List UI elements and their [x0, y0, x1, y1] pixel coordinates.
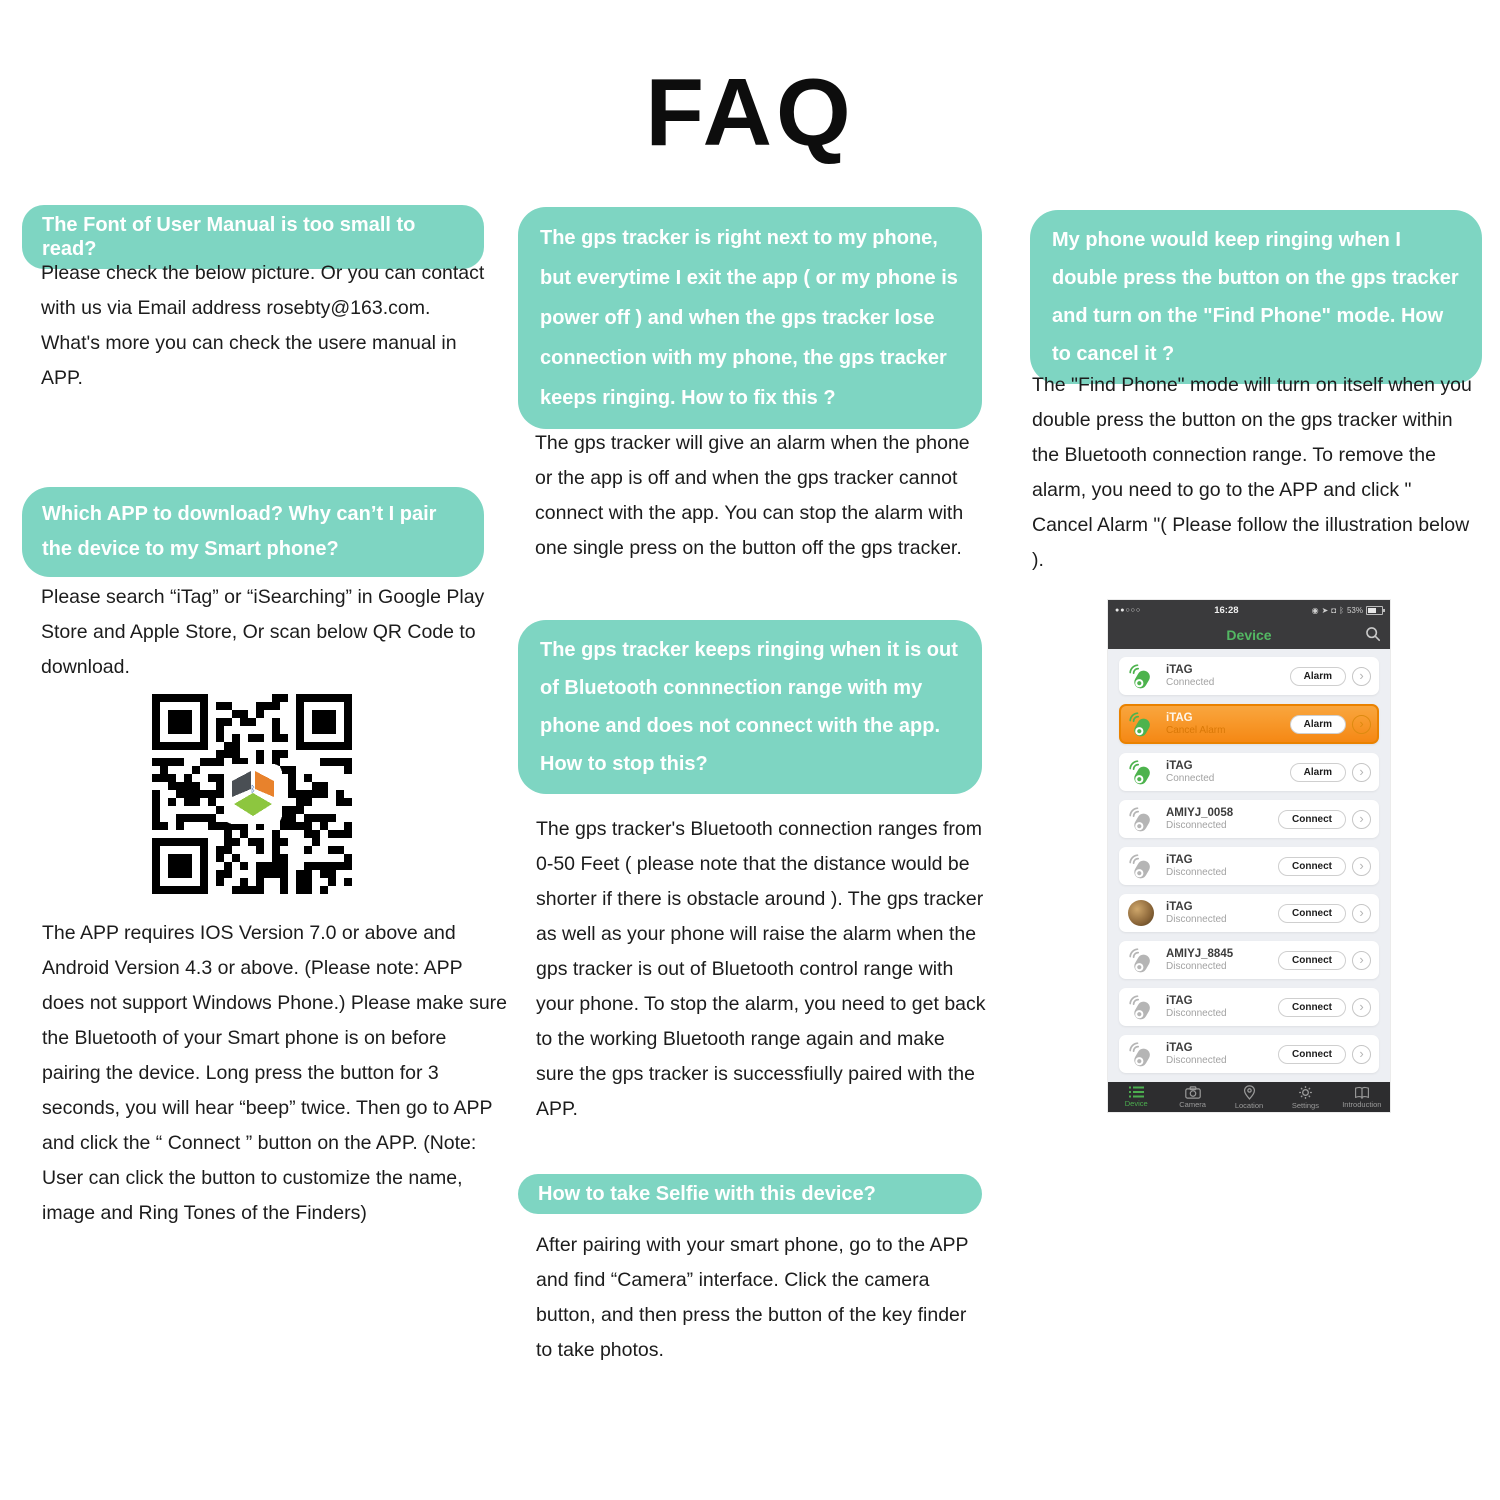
- battery-icon: [1366, 606, 1383, 615]
- device-name: AMIYJ_8845: [1166, 947, 1234, 960]
- page-title: FAQ: [645, 59, 855, 166]
- camera-icon: [1185, 1086, 1201, 1099]
- device-action-button[interactable]: Alarm: [1290, 763, 1346, 782]
- nav-title: Device: [1226, 626, 1272, 643]
- device-row[interactable]: [1119, 753, 1379, 791]
- device-row[interactable]: [1119, 847, 1379, 885]
- device-status: Disconnected: [1166, 960, 1227, 972]
- device-list: [1108, 649, 1390, 1082]
- device-status: Disconnected: [1166, 819, 1227, 831]
- device-row[interactable]: [1119, 894, 1379, 932]
- phone-nav-bar: [1108, 620, 1390, 649]
- tracker-icon: [1128, 994, 1155, 1021]
- tracker-icon: [1128, 663, 1155, 690]
- device-action-button[interactable]: Alarm: [1290, 667, 1346, 686]
- device-name: iTAG: [1166, 853, 1193, 866]
- tracker-icon: [1128, 806, 1155, 833]
- device-avatar: [1128, 900, 1154, 926]
- phone-screenshot: [1108, 600, 1390, 1112]
- device-name: iTAG: [1166, 663, 1193, 676]
- faq-answer: Please search “iTag” or “iSearching” in Google Play Store and Apple Store, Or scan below QR Code to download.: [41, 586, 485, 678]
- bluetooth-icon: ᛒ: [1339, 605, 1344, 615]
- faq-question: Which APP to download? Why can’t I pair the device to my Smart phone?: [22, 487, 484, 577]
- chevron-right-icon[interactable]: ›: [1352, 998, 1371, 1017]
- alarm-icon: ◘: [1331, 605, 1337, 615]
- device-name: AMIYJ_0058: [1166, 806, 1234, 819]
- phone-tab-bar: [1108, 1082, 1390, 1112]
- faq-question: The Font of User Manual is too small to read?: [22, 205, 484, 269]
- qr-code: [152, 694, 352, 894]
- device-action-button[interactable]: Connect: [1278, 998, 1346, 1017]
- faq-answer: The "Find Phone" mode will turn on itself when you double press the button on the gps tracker within the Bluetooth connection range. To remove the alarm, you need to go to the APP and click " Cancel Alarm "( Please follow the illustration below ).: [1032, 374, 1472, 571]
- tab-introduction[interactable]: Introduction: [1334, 1082, 1390, 1112]
- faq-answer: After pairing with your smart phone, go to the APP and find “Camera” interface. Click the camera button, and then press the button of the key finder to take photos.: [536, 1234, 969, 1361]
- device-status: Connected: [1166, 772, 1215, 784]
- chevron-right-icon[interactable]: ›: [1352, 715, 1371, 734]
- chevron-right-icon[interactable]: ›: [1352, 1045, 1371, 1064]
- faq-answer: The APP requires IOS Version 7.0 or above and Android Version 4.3 or above. (Please note: APP does not support Windows Phone.) Please make sure the Bluetooth of your Smart phone is on before pairing the device. Long press the button for 3 seconds, you will hear “beep” twice. Then go to APP and click the “ Connect ” button on the APP. (Note: User can click the button to customize the name, image and Ring Tones of the Finders): [42, 922, 508, 1224]
- device-name: iTAG: [1166, 900, 1193, 913]
- device-status: Cancel Alarm: [1166, 724, 1226, 736]
- device-action-button[interactable]: Connect: [1278, 1045, 1346, 1064]
- chevron-right-icon[interactable]: ›: [1352, 857, 1371, 876]
- tracker-icon: [1128, 759, 1155, 786]
- battery-percent: 53%: [1346, 605, 1363, 615]
- chevron-right-icon[interactable]: ›: [1352, 810, 1371, 829]
- device-status: Disconnected: [1166, 866, 1227, 878]
- tab-location[interactable]: Location: [1221, 1082, 1277, 1112]
- tracker-icon: [1128, 947, 1155, 974]
- faq-question: How to take Selfie with this device?: [518, 1174, 982, 1214]
- device-row[interactable]: [1119, 988, 1379, 1026]
- device-action-button[interactable]: Connect: [1278, 904, 1346, 923]
- device-row[interactable]: [1119, 1035, 1379, 1073]
- device-status: Connected: [1166, 676, 1215, 688]
- device-row[interactable]: [1119, 800, 1379, 838]
- device-list-icon: [1129, 1086, 1144, 1098]
- device-name: iTAG: [1166, 711, 1193, 724]
- qr-logo: [224, 764, 282, 824]
- device-action-button[interactable]: Alarm: [1290, 715, 1346, 734]
- tracker-icon: [1128, 900, 1155, 927]
- device-name: iTAG: [1166, 1041, 1193, 1054]
- tracker-icon: [1128, 1041, 1155, 1068]
- signal-strength-icon: ●●○○○: [1115, 606, 1142, 614]
- phone-status-bar: [1108, 600, 1390, 620]
- tab-camera[interactable]: Camera: [1164, 1082, 1220, 1112]
- device-row[interactable]: [1119, 704, 1379, 744]
- book-icon: [1354, 1086, 1370, 1099]
- chevron-right-icon[interactable]: ›: [1352, 667, 1371, 686]
- faq-answer: The gps tracker will give an alarm when the phone or the app is off and when the gps tracker cannot connect with the app. You can stop the alarm with one single press on the button off the gps tracker.: [535, 432, 970, 559]
- tracker-icon: [1128, 853, 1155, 880]
- orientation-lock-icon: ◉: [1311, 605, 1319, 615]
- gear-icon: [1298, 1085, 1313, 1100]
- device-row[interactable]: [1119, 941, 1379, 979]
- device-name: iTAG: [1166, 759, 1193, 772]
- tab-settings[interactable]: Settings: [1277, 1082, 1333, 1112]
- faq-answer: Please check the below picture. Or you can contact with us via Email address rosebty@163.com. What's more you can check the usere manual in APP.: [41, 262, 485, 389]
- tab-device[interactable]: Device: [1108, 1082, 1164, 1112]
- tracker-icon: [1128, 711, 1155, 738]
- faq-question: My phone would keep ringing when I double press the button on the gps tracker and turn on the "Find Phone" mode. How to cancel it ?: [1030, 210, 1482, 384]
- device-status: Disconnected: [1166, 913, 1227, 925]
- faq-question: The gps tracker keeps ringing when it is out of Bluetooth connnection range with my phone and does not connect with the app. How to stop this?: [518, 620, 982, 794]
- chevron-right-icon[interactable]: ›: [1352, 763, 1371, 782]
- device-row[interactable]: [1119, 657, 1379, 695]
- location-pin-icon: [1243, 1085, 1256, 1100]
- device-name: iTAG: [1166, 994, 1193, 1007]
- device-action-button[interactable]: Connect: [1278, 857, 1346, 876]
- device-action-button[interactable]: Connect: [1278, 810, 1346, 829]
- location-arrow-icon: ➤: [1321, 605, 1329, 615]
- device-status: Disconnected: [1166, 1054, 1227, 1066]
- faq-answer: The gps tracker's Bluetooth connection ranges from 0-50 Feet ( please note that the distance would be shorter if there is obstacle around ). The gps tracker as well as your phone will raise the alarm when the gps tracker is out of Bluetooth control range with your phone. To stop the alarm, you need to get back to the working Bluetooth range again and make sure the gps tracker is successfiully paired with the APP.: [536, 818, 986, 1120]
- status-time: 16:28: [1214, 604, 1239, 616]
- faq-question: The gps tracker is right next to my phone, but everytime I exit the app ( or my phone is power off ) and when the gps tracker lose connection with my phone, the gps tracker keeps ringing. How to fix this ?: [518, 207, 982, 429]
- chevron-right-icon[interactable]: ›: [1352, 904, 1371, 923]
- search-icon[interactable]: [1365, 626, 1381, 647]
- svg-text:ᛒ: ᛒ: [250, 785, 256, 795]
- chevron-right-icon[interactable]: ›: [1352, 951, 1371, 970]
- device-action-button[interactable]: Connect: [1278, 951, 1346, 970]
- device-status: Disconnected: [1166, 1007, 1227, 1019]
